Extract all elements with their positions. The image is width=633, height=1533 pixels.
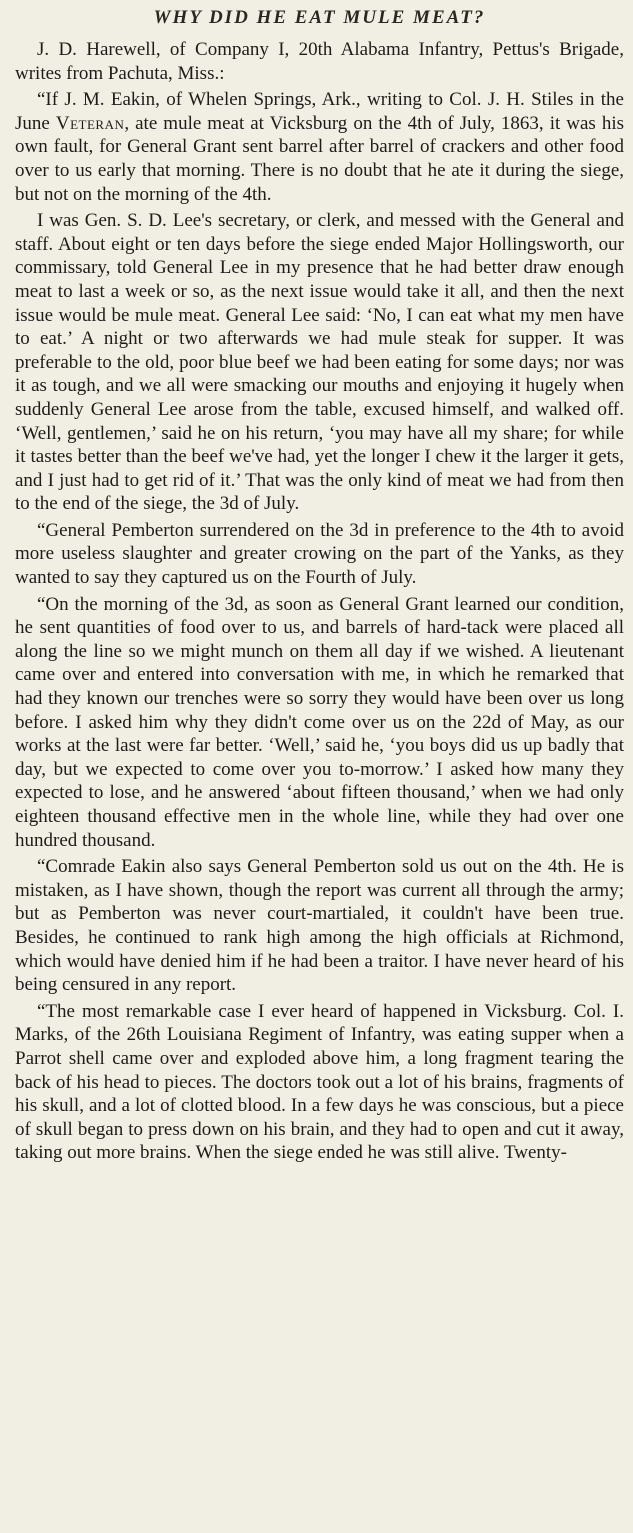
article-title: WHY DID HE EAT MULE MEAT? (153, 7, 486, 28)
paragraph-text: I was Gen. S. D. Lee's secretary, or clerk, and messed with the General and staff. About eight or ten days before the siege ended Major Hollingsworth, our commissary, told General Lee in my presence that he had better draw enough meat to last a week or so, as the next issue would take it all, and then the next issue would be mule meat. General Lee said: ‘No, I can eat what my men have to eat.’ A night or two afterwards we had mule steak for supper. It was preferable to the old, poor blue beef we had been eating for some days; nor was it as tough, and we all were smacking our mouths and enjoying it hugely when suddenly General Lee arose from the table, excused himself, and walked off. ‘Well, gentlemen,’ said he on his return, ‘you may have all my share; for while it tastes better than the beef we've had, yet the longer I chew it the larger it gets, and I just had to get rid of it.’ That was the only kind of meat we had from then to the end of the siege, the 3d of July. (15, 210, 624, 515)
paragraph-col-marks (15, 1000, 624, 1165)
paragraph-intro (15, 38, 624, 85)
paragraph-pemberton-surrender (15, 519, 624, 590)
paragraph-comrade-eakin (15, 855, 624, 997)
paragraph-text: “Comrade Eakin also says General Pemberton sold us out on the 4th. He is mistaken, as I have shown, though the report was current all through the army; but as Pemberton was never court-martialed, it couldn't have been true. Besides, he continued to rank high among the high officials at Richmond, which would have denied him if he had been a traitor. I have never heard of his being censured in any report. (15, 856, 624, 996)
paragraph-grant-food (15, 593, 624, 853)
paragraph-text: J. D. Harewell, of Company I, 20th Alabama Infantry, Pettus's Brigade, writes from Pachuta, Miss.: (15, 39, 624, 84)
paragraph-general-lee (15, 209, 624, 516)
paragraph-text: “On the morning of the 3d, as soon as General Grant learned our condition, he sent quantities of food over to us, and barrels of hard-tack were placed all along the line so we might munch on them all day if we wished. A lieutenant came over and entered into conversation with me, in which he remarked that had they known our trenches were so sorry they would have been over us long before. I asked him why they didn't come over us on the 22d of May, as our works at the last were far better. ‘Well,’ said he, ‘you boys did us up badly that day, but we expected to come over you to-morrow.’ I asked how many they expected to lose, and he answered ‘about fifteen thousand,’ when we had only eighteen thousand effective men in the whole line, while they had over one hundred thousand. (15, 593, 624, 851)
paragraph-text: “General Pemberton surrendered on the 3d in preference to the 4th to avoid more useless slaughter and greater crowing on the part of the Yanks, as they wanted to say they captured us on the Fourth of July. (15, 519, 624, 589)
article (15, 6, 624, 1168)
paragraph-text: “The most remarkable case I ever heard of happened in Vicksburg. Col. I. Marks, of the 26th Louisiana Regiment of Infantry, was eating supper when a Parrot shell came over and exploded above him, a long fragment tearing the back of his head to pieces. The doctors took out a lot of his brains, fragments of his skull, and a lot of clotted blood. In a few days he was conscious, but a piece of skull began to press down on his brain, and they had to open and cut it away, taking out more brains. When the siege ended he was still alive. Twenty- (15, 1000, 624, 1164)
paragraph-eakin-letter (15, 88, 624, 206)
paragraph-text: , ate mule meat at Vicksburg on the 4th of July, 1863, it was his own fault, for General Grant sent barrel after barrel of crackers and other food over to us early that morning. There is no doubt that he ate it during the siege, but not on the morning of the 4th. (15, 112, 625, 205)
paragraph-text: “If J. M. Eakin, of Whelen Springs, Ark., writing to Col. J. H. Stiles in the June (15, 89, 624, 134)
veteran-magazine-name: Veteran (55, 112, 125, 134)
